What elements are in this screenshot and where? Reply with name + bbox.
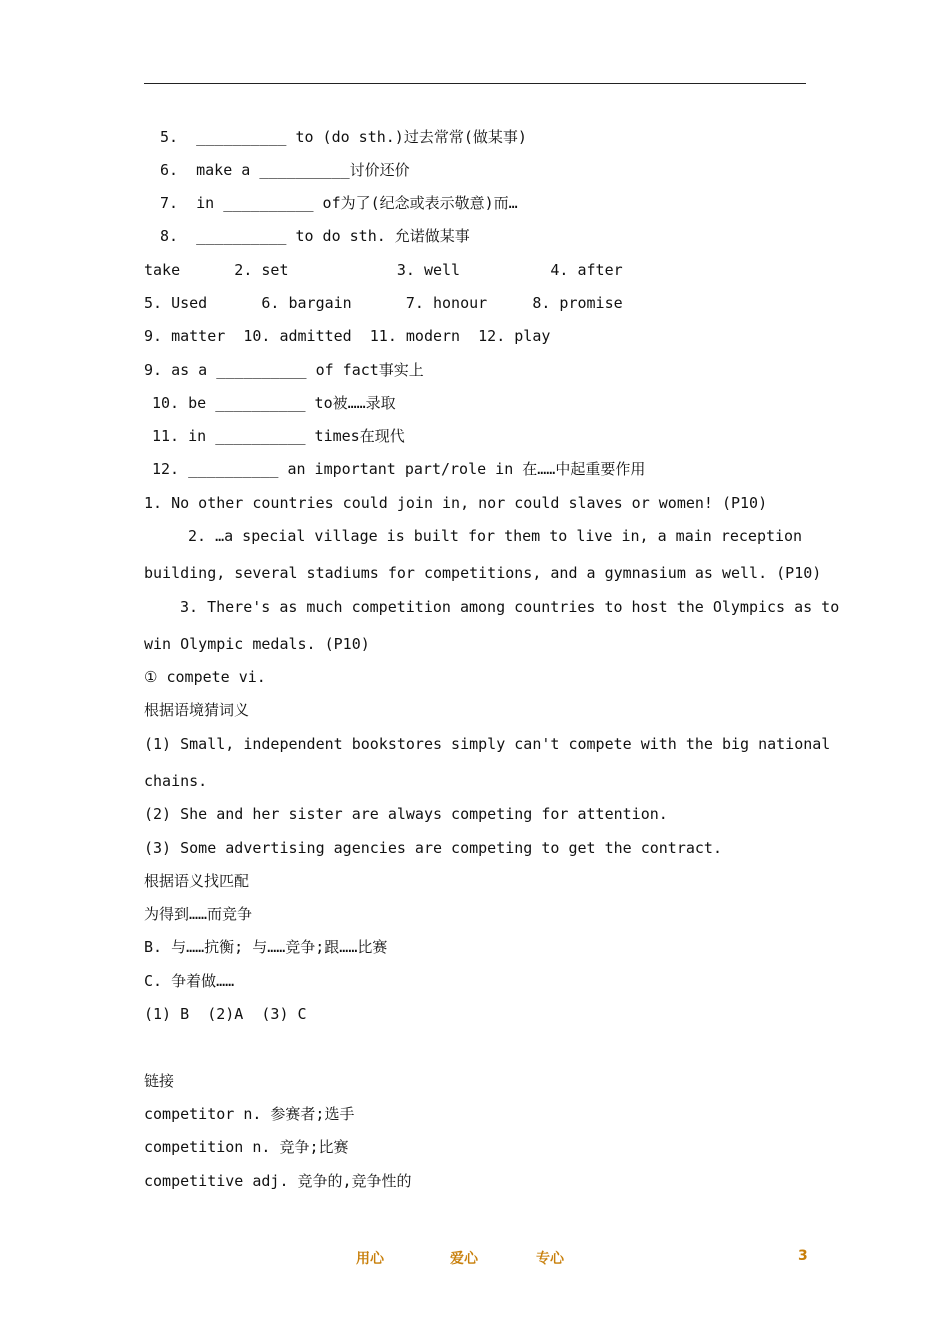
page-number: 3: [798, 1248, 808, 1264]
text-line: 9. matter 10. admitted 11. modern 12. play: [144, 327, 551, 345]
text-line: 2. …a special village is built for them to live in, a main reception: [188, 527, 803, 545]
footer-item: 专心: [536, 1251, 564, 1267]
footer-item: 爱心: [450, 1251, 478, 1267]
text-line: 3. There's as much competition among countries to host the Olympics as to: [180, 598, 840, 616]
text-line: 5. Used 6. bargain 7. honour 8. promise: [144, 294, 623, 312]
text-line: building, several stadiums for competitions, and a gymnasium as well. (P10): [144, 564, 822, 582]
text-line: (1) Small, independent bookstores simply can't compete with the big national: [144, 735, 831, 753]
text-line: 7. in __________ of为了(纪念或表示敬意)而…: [160, 194, 518, 212]
text-line: competitor n. 参赛者;选手: [144, 1105, 355, 1123]
text-line: 为得到……而竞争: [144, 905, 253, 923]
header-rule: [144, 83, 806, 84]
text-line: (1) B (2)A (3) C: [144, 1005, 307, 1023]
text-line: 12. __________ an important part/role in 在……中起重要作用: [152, 460, 646, 478]
footer-item: 用心: [356, 1251, 384, 1267]
text-line: chains.: [144, 772, 208, 790]
text-line: 5. __________ to (do sth.)过去常常(做某事): [160, 128, 527, 146]
text-line: B. 与……抗衡; 与……竞争;跟……比赛: [144, 938, 388, 956]
text-line: ① compete vi.: [144, 668, 266, 686]
text-line: competition n. 竞争;比赛: [144, 1138, 349, 1156]
text-line: 链接: [144, 1072, 175, 1090]
text-line: 11. in __________ times在现代: [152, 427, 405, 445]
text-line: (3) Some advertising agencies are competing to get the contract.: [144, 839, 722, 857]
text-line: 根据语义找匹配: [144, 872, 250, 890]
text-line: 10. be __________ to被……录取: [152, 394, 396, 412]
text-line: 根据语境猜词义: [144, 701, 250, 719]
text-line: (2) She and her sister are always competing for attention.: [144, 805, 668, 823]
text-line: C. 争着做……: [144, 972, 235, 990]
text-line: 1. No other countries could join in, nor could slaves or women! (P10): [144, 494, 768, 512]
text-line: take 2. set 3. well 4. after: [144, 261, 623, 279]
text-line: 9. as a __________ of fact事实上: [144, 361, 424, 379]
text-line: competitive adj. 竞争的,竞争性的: [144, 1172, 412, 1190]
text-line: win Olympic medals. (P10): [144, 635, 370, 653]
text-line: 8. __________ to do sth. 允诺做某事: [160, 227, 470, 245]
text-line: 6. make a __________讨价还价: [160, 161, 410, 179]
